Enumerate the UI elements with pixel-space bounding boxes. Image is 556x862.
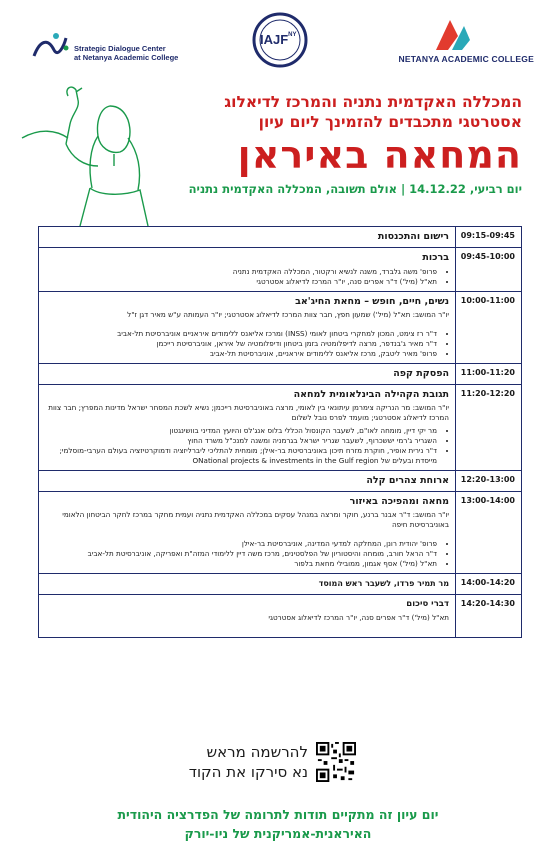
sdc-logo-text [74,44,178,62]
list-item: • תא"ל (מיל') אסף אגמון, ממובילי מחאת בלפור [45,559,437,569]
table-row [39,471,521,492]
session-body [39,595,455,637]
session-moderator: יו"ר המושב: תא"ל (מיל') שמעון חפץ, חבר צוות המרכז לדיאלוג אסטרטגי; יו"ר העמותה ע"ש מאיר דגן ז"ל [127,310,449,319]
session-time: 11:00-11:20 [455,364,521,384]
session-time: 10:00-11:00 [455,292,521,363]
session-title: רישום והתכנסות [377,231,449,242]
table-row [39,385,521,471]
session-time: 11:20-12:20 [455,385,521,470]
iajf-logo-text [260,32,297,47]
session-body [39,492,455,573]
session-body [39,385,455,470]
title-block [82,92,522,198]
sdc-logo-line1: Strategic Dialogue Center [74,44,166,53]
session-body [39,227,455,247]
list-item: • תא"ל (מיל') ד"ר אפרים סנה, יו"ר המרכז לדיאלוג אסטרטגי [45,277,437,287]
session-body [39,364,455,384]
session-time: 14:00-14:20 [455,574,521,594]
footer-line-2: האיראנית-אמריקנית של ניו-יורק [184,826,372,841]
nac-logo-text: NETANYA ACADEMIC COLLEGE [398,54,534,64]
list-item: • ד"ר רז צימט, המכון למחקרי ביטחון לאומי (INSS) ומרכז אליאנס ללימודים איראניים אוניברסיטת תל-אביב [45,329,437,339]
session-title: ארוחת צהרים קלה [366,475,449,486]
table-row [39,248,521,292]
session-title: תגובת הקהילה הבינלאומית למחאה [293,389,449,400]
session-time: 13:00-14:00 [455,492,521,573]
session-time: 12:20-13:00 [455,471,521,491]
table-row [39,574,521,595]
session-body [39,248,455,291]
sdc-logo [30,10,200,70]
session-time: 14:20-14:30 [455,595,521,637]
speaker-list [45,329,449,359]
session-moderator: יו"ר המושב: ד"ר אבנר ברנע, חוקר ומרצה במנהל עסקים במכללה האקדמית נתניה ועמית מחקר במרכז לחקר הביטחון הלאומי באוניברסיטת חיפה [62,510,449,529]
sponsor-footer [30,805,526,843]
nac-logo [366,10,534,70]
spacer [45,320,449,326]
schedule-table [38,226,522,638]
speaker-list [45,426,449,466]
table-row [39,595,521,637]
title-line-1: המכללה האקדמית נתניה והמרכז לדיאלוג [224,93,522,111]
registration-text [188,742,308,782]
date-location: יום רביעי, 14.12.22 | אולם תשובה, המכללה האקדמית נתניה [188,182,522,196]
registration-line-1: להרשמה מראש [206,743,308,761]
session-body [39,574,455,594]
table-row [39,292,521,364]
session-body [39,471,455,491]
list-item: • ד"ר נירית אופיר, חוקרת מזרח תיכון באוניברסיטת בר-אילן; מומחית להתליכי ליברליזציה ודמוקרטיזציה בעולם הערבי-מוסלמי; מייסדת ובעלים של ONational projects & investments in the Gulf region [45,446,437,466]
session-title: מחאה ומהפיכה באיזור [349,496,449,507]
session-time: 09:45-10:00 [455,248,521,291]
main-title: המחאה באיראן [237,133,522,177]
list-item: • פרופ' מאיר ליטבק, מרכז אליאנס ללימודים איראניים, אוניברסיטת תל-אביב [45,349,437,359]
session-title: ברכות [422,252,449,263]
footer-line-1: יום עיון זה מתקיים תודות לתרומה של הפדרציה היהודית [117,807,439,822]
session-moderator: יו"ר המושב: מר הנריקה צימרמן עיתונאי בין לאומי, מרצה באוניברסיטת רייכמן; נשיא לשכת המסחר ישראל מדינות המפרץ; חבר צוות המרכז לדיאלוג אסטרטגי; מועמד לפרס נובל לשלום [48,403,449,422]
session-time: 09:15-09:45 [455,227,521,247]
list-item: • מר יקי דיין, מומחה לאו"ם, לשעבר הקונסול הכללי בלוס אנג'לס והיועץ המדיני בוושינגטון [45,426,437,436]
iajf-logo-letters: IAJF [260,32,289,47]
speaker-list [45,267,449,287]
iajf-logo-sup: NY [288,32,297,38]
session-title: הפסקת קפה [393,368,449,379]
session-title: מר תמיר פרדו, לשעבר ראש המוסד [318,579,449,588]
iajf-logo [246,10,316,70]
list-item: • השגריר ג'רמי יששכרוף, לשעבר שגריר ישראל בגרמניה ומשנה למנכ"ל משרד החוץ [45,436,437,446]
spacer [45,530,449,536]
speaker-list [45,539,449,569]
table-row [39,364,521,385]
sdc-logo-line2: at Netanya Academic College [74,53,179,62]
list-item: • ד"ר מאיר ג'בנדפר, מרצה לדיפלומטיה בזמן ביטחון ודיפלומטיה של איראן, אוניברסיטת רייכמן [45,339,437,349]
title-line-2: אסטרטגי מתכבדים להזמינך ליום עיון [258,113,522,131]
list-item: • ד"ר הראל חורב, מומחה והיסטוריון של הפלסטינים, מרכז משה דיין ללימודי המזה"ת ואפריקה, אוניברסיטת תל-אביב [45,549,437,559]
table-row [39,492,521,574]
list-item: • פרופ' יהודית רונן, המחלקה למדעי המדינה, אוניברסיטת בר-אילן [45,539,437,549]
session-title: נשים, חיים, חופש – מחאת החיג'אב [295,296,449,307]
qr-code-icon[interactable] [316,742,356,782]
session-moderator: תא"ל (מיל') ד"ר אפרים סנה, יו"ר המרכז לדיאלוג אסטרטגי [268,613,449,622]
session-title: דברי סיכום [406,599,449,609]
table-row [39,227,521,248]
list-item: • פרופ' משה גלברד, משנה לנשיא ורקטור, המכללה האקדמית נתניה [45,267,437,277]
session-body [39,292,455,363]
registration-line-2: נא סירקו את הקוד [188,763,308,781]
